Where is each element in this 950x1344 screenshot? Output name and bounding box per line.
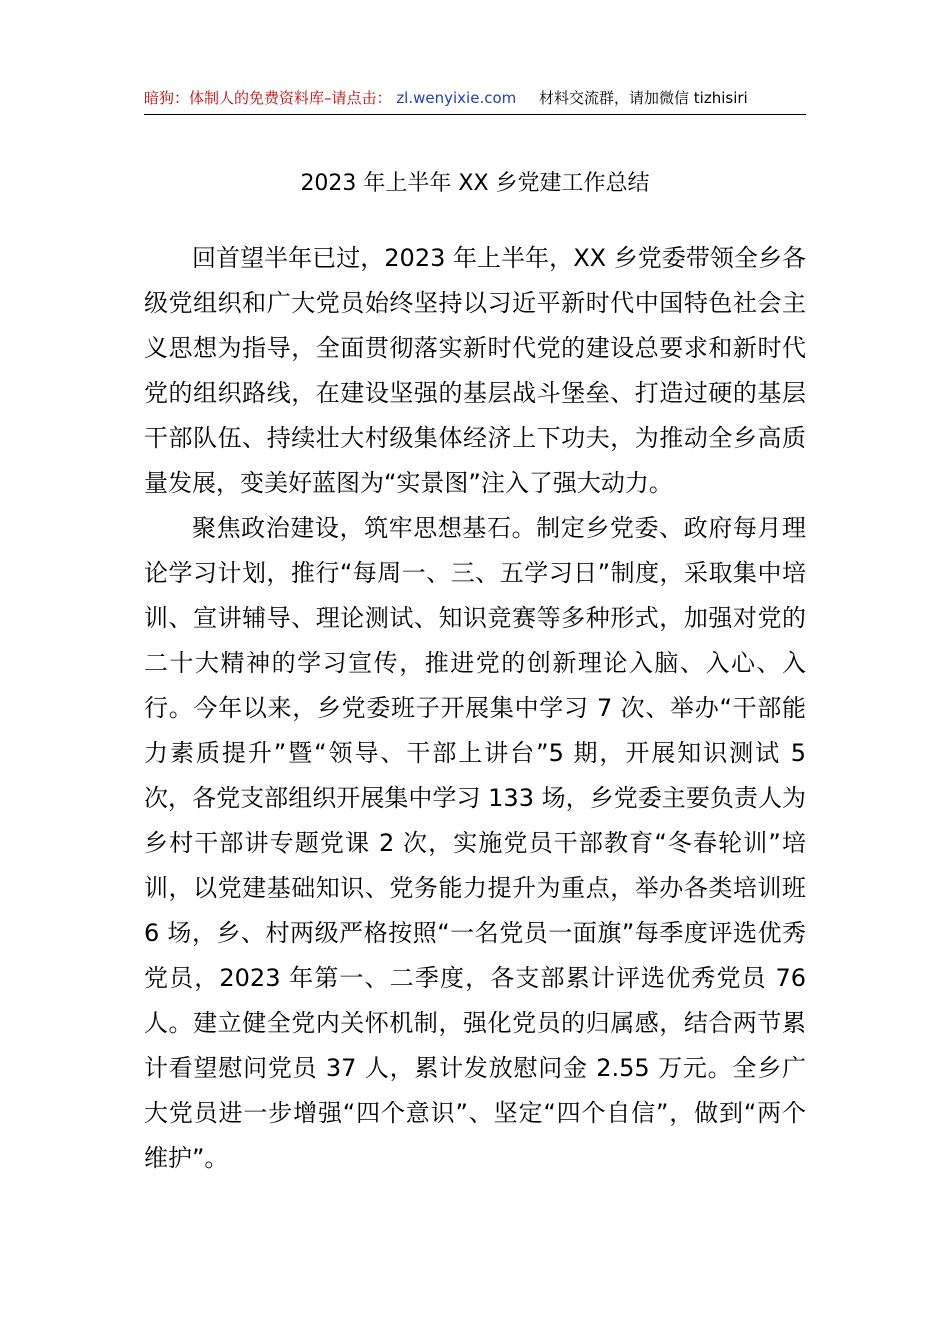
header-site-link[interactable]: zl.wenyixie.com <box>396 89 517 107</box>
header-promo-text: 暗狗：体制人的免费资料库 <box>144 89 325 107</box>
header-prompt-text: –请点击： <box>324 89 392 107</box>
document-title: 2023 年上半年 XX 乡党建工作总结 <box>300 171 650 196</box>
page-header <box>144 86 806 115</box>
paragraph-intro: 回首望半年已过，2023 年上半年，XX 乡党委带领全乡各级党组织和广大党员始终坚持以习近平新时代中国特色社会主义思想为指导，全面贯彻落实新时代党的建设总要求和新时代党的组织路线，在建设坚强的基层战斗堡垒、打造过硬的基层干部队伍、持续壮大村级集体经济上下功夫，为推动全乡高质量发展，变美好蓝图为“实景图”注入了强大动力。 <box>144 244 806 497</box>
header-contact-text: 材料交流群，请加微信 tizhisiri <box>539 89 748 107</box>
paragraph-political-building: 聚焦政治建设，筑牢思想基石。制定乡党委、政府每月理论学习计划，推行“每周一、三、五学习日”制度，采取集中培训、宣讲辅导、理论测试、知识竞赛等多种形式，加强对党的二十大精神的学习宣传，推进党的创新理论入脑、入心、入行。今年以来，乡党委班子开展集中学习 7 次、举办“干部能力素质提升”暨“领导、干部上讲台”5 期，开展知识测试 5 次，各党支部组织开展集中学习 133 场，乡党委主要负责人为乡村干部讲专题党课 2 次，实施党员干部教育“冬春轮训”培训，以党建基础知识、党务能力提升为重点，举办各类培训班 6 场，乡、村两级严格按照“一名党员一面旗”每季度评选优秀党员，2023 年第一、二季度，各支部累计评选优秀党员 76 人。建立健全党内关怀机制，强化党员的归属感，结合两节累计看望慰问党员 37 人，累计发放慰问金 2.55 万元。全乡广大党员进一步增强“四个意识”、坚定“四个自信”，做到“两个维护”。 <box>144 514 806 1172</box>
document-body <box>144 236 806 1181</box>
